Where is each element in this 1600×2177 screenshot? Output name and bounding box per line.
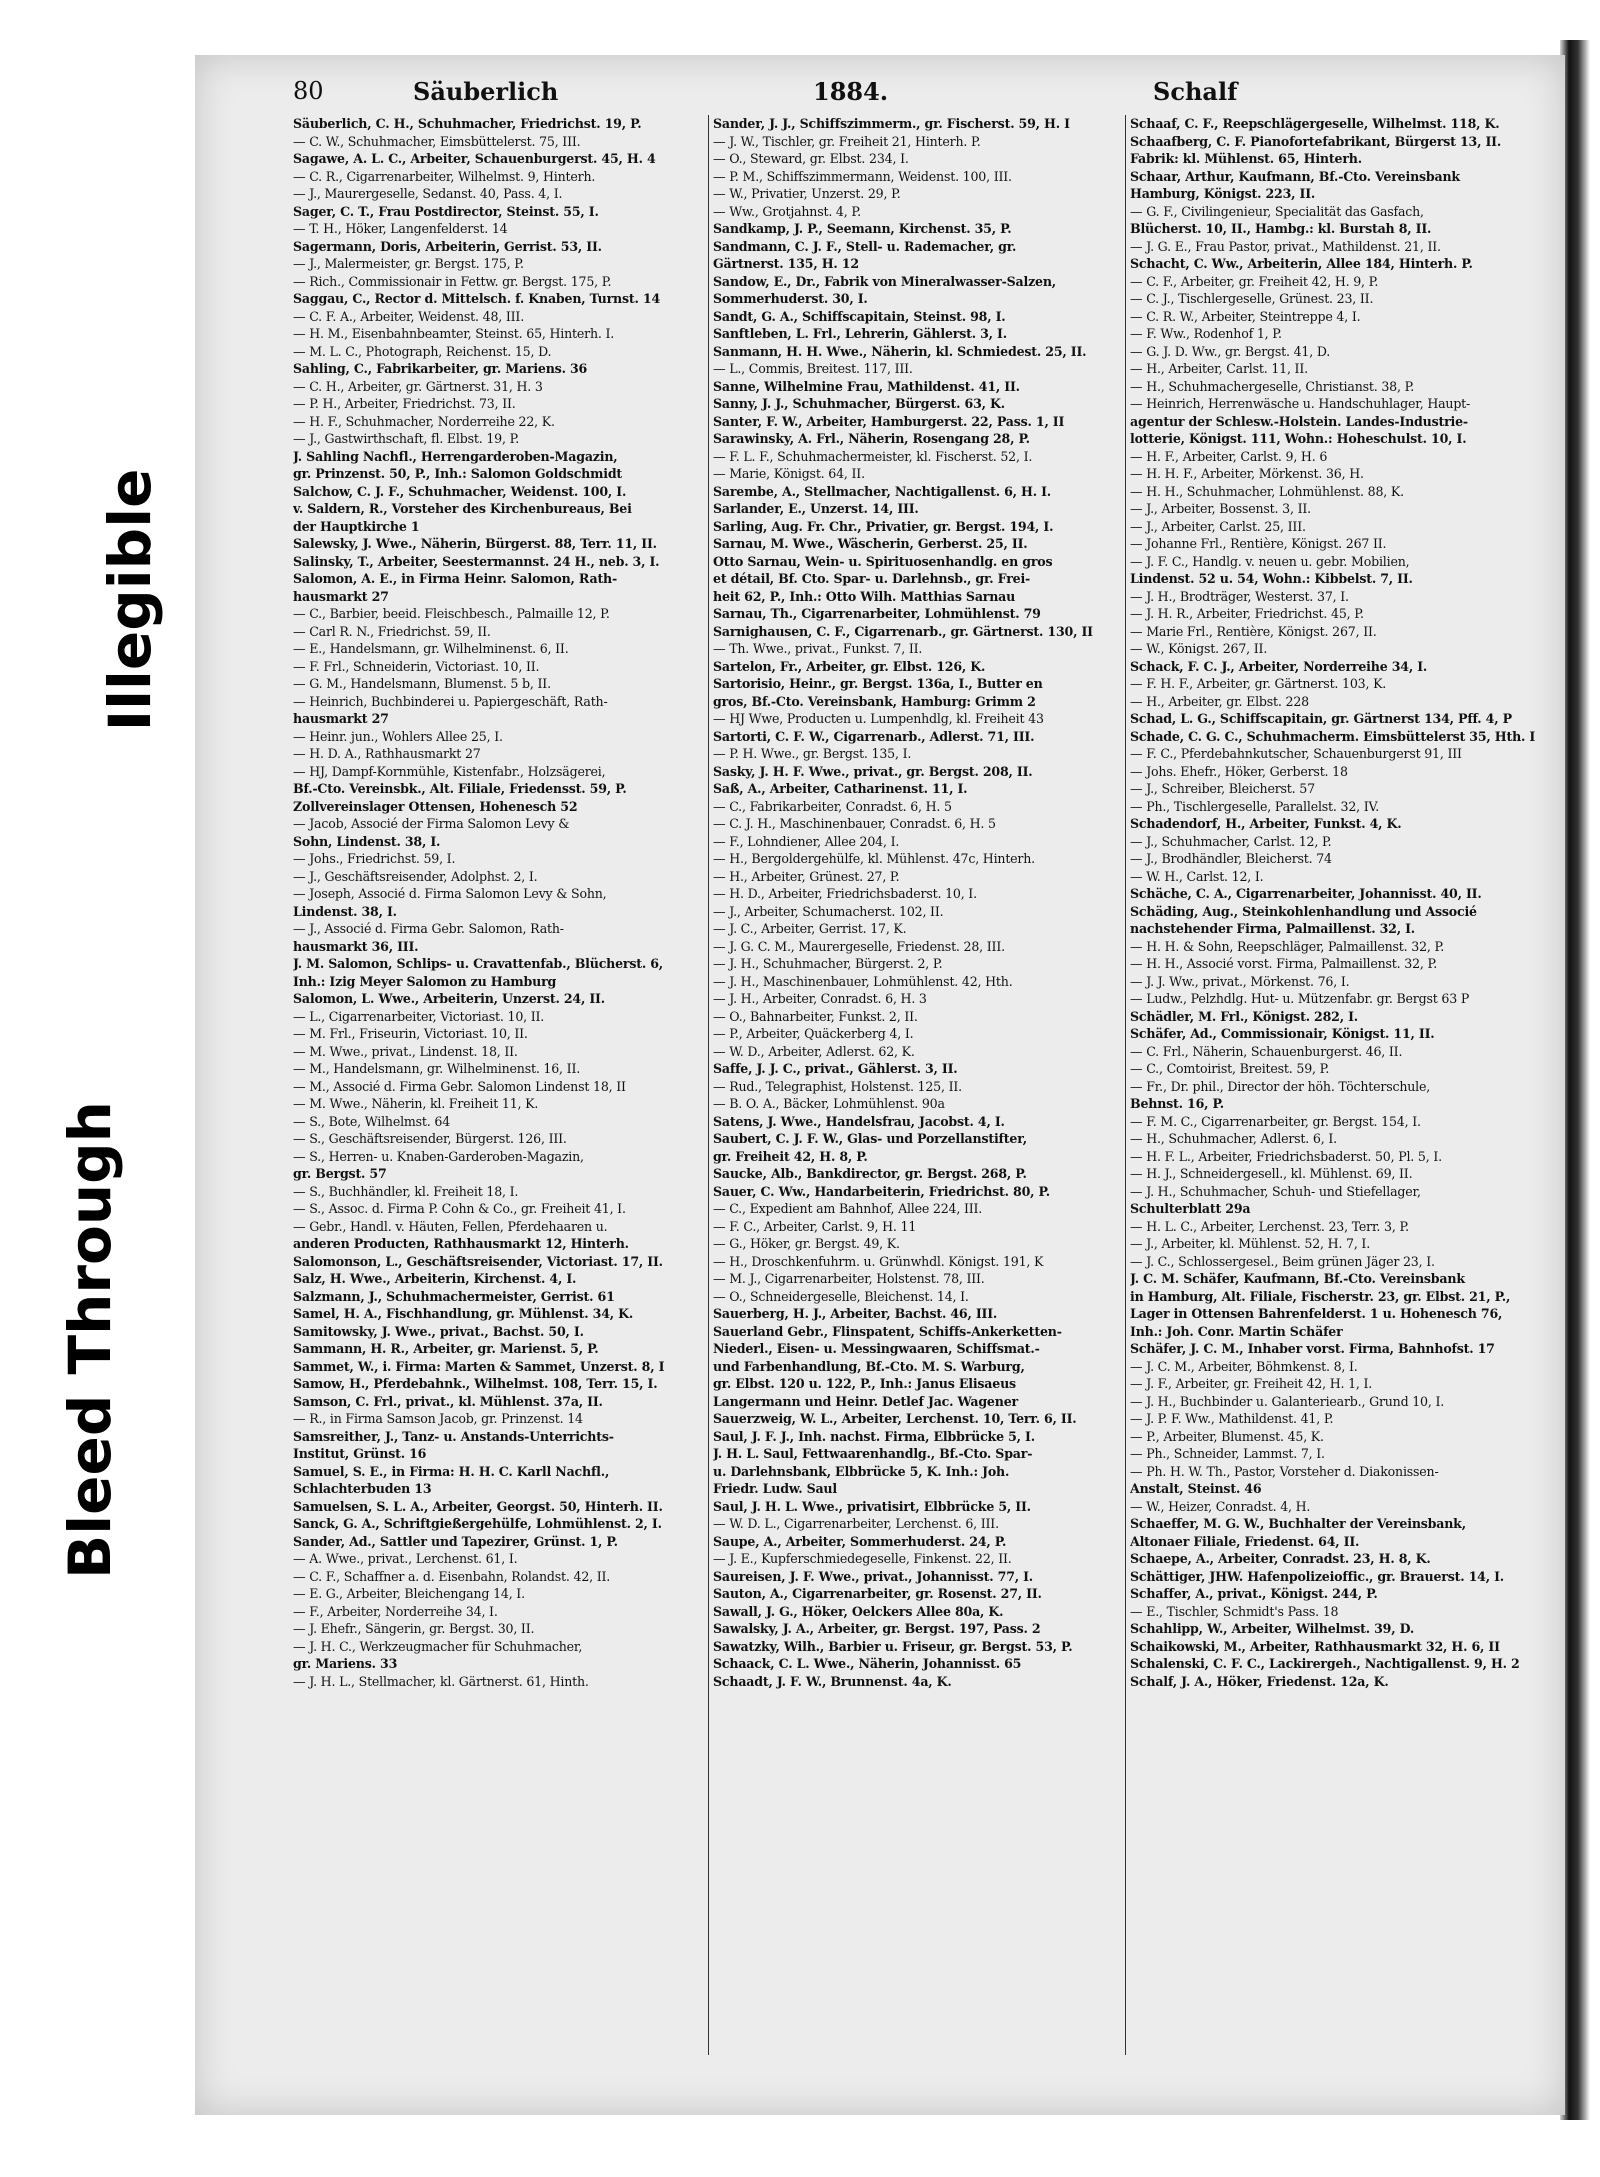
directory-entry: — L., Cigarrenarbeiter, Victoriast. 10, II.	[293, 1008, 545, 1024]
directory-entry: — Carl R. N., Friedrichst. 59, II.	[293, 623, 491, 639]
directory-entry: — H. D., Arbeiter, Friedrichsbaderst. 10, I.	[713, 886, 977, 901]
directory-entry: — L., Commis, Breitest. 117, III.	[713, 361, 913, 376]
directory-entry: Sawatzky, Wilh., Barbier u. Friseur, gr. Bergst. 53, P.	[713, 1638, 1073, 1654]
directory-entry: — E. G., Arbeiter, Bleichengang 14, I.	[293, 1586, 525, 1601]
directory-entry: — J., Maurergeselle, Sedanst. 40, Pass. 4, I.	[293, 186, 563, 201]
directory-entry: Gärtnerst. 135, H. 12	[713, 256, 859, 271]
directory-entry: Salomonson, L., Geschäftsreisender, Victoriast. 17, II.	[293, 1253, 663, 1269]
directory-entry: Altonaer Filiale, Friedenst. 64, II.	[1130, 1533, 1360, 1549]
directory-entry: — C. F., Schaffner a. d. Eisenbahn, Rolandst. 42, II.	[293, 1568, 611, 1584]
directory-entry: — C., Expedient am Bahnhof, Allee 224, III.	[713, 1201, 983, 1216]
directory-entry: Schaaf, C. F., Reepschlägergeselle, Wilhelmst. 118, K.	[1130, 116, 1500, 131]
directory-entry: Inh.: Joh. Conr. Martin Schäfer	[1130, 1323, 1343, 1339]
directory-entry: Schadendorf, H., Arbeiter, Funkst. 4, K.	[1130, 816, 1402, 831]
directory-entry: Schaeffer, M. G. W., Buchhalter der Vereinsbank,	[1130, 1516, 1466, 1531]
directory-entry: — F. C., Pferdebahnkutscher, Schauenburgerst 91, III	[1130, 746, 1462, 761]
directory-entry: Sauerzweig, W. L., Arbeiter, Lerchenst. 10, Terr. 6, II.	[713, 1411, 1077, 1426]
directory-entry: Samow, H., Pferdebahnk., Wilhelmst. 108, Terr. 15, I.	[293, 1376, 658, 1391]
illegible-label: Illegible	[96, 468, 164, 732]
directory-entry: — M. J., Cigarrenarbeiter, Holstenst. 78, III.	[713, 1271, 985, 1286]
directory-entry: — J., Schreiber, Bleicherst. 57	[1130, 781, 1315, 796]
directory-entry: Saggau, C., Rector d. Mittelsch. f. Knaben, Turnst. 14	[293, 291, 661, 306]
directory-entry: — J. H., Brodträger, Westerst. 37, I.	[1130, 588, 1349, 604]
column-2	[708, 115, 1123, 2055]
directory-entry: — H., Schuhmachergeselle, Christianst. 38, P.	[1130, 378, 1415, 394]
directory-entry: — Johanne Frl., Rentière, Königst. 267 II.	[1130, 536, 1387, 551]
directory-entry: — M. Wwe., privat., Lindenst. 18, II.	[293, 1043, 518, 1059]
directory-entry: — Ph., Tischlergeselle, Parallelst. 32, IV.	[1130, 798, 1380, 814]
directory-entry: in Hamburg, Alt. Filiale, Fischerstr. 23, gr. Elbst. 21, P.,	[1130, 1288, 1511, 1304]
directory-entry: Sandow, E., Dr., Fabrik von Mineralwasser-Salzen,	[713, 273, 1056, 289]
directory-entry: — F. M. C., Cigarrenarbeiter, gr. Bergst. 154, I.	[1130, 1113, 1421, 1129]
directory-entry: Schad, L. G., Schiffscapitain, gr. Gärtnerst 134, Pff. 4, P	[1130, 711, 1512, 726]
directory-entry: — J. P. F. Ww., Mathildenst. 41, P.	[1130, 1411, 1334, 1426]
directory-entry: — F., Arbeiter, Norderreihe 34, I.	[293, 1603, 498, 1619]
directory-entry: — H. H., Associé vorst. Firma, Palmaillenst. 32, P.	[1130, 956, 1438, 971]
directory-entry: — Gebr., Handl. v. Häuten, Fellen, Pferdehaaren u.	[293, 1218, 608, 1234]
head-right-word: Schalf	[1153, 77, 1238, 106]
directory-entry: — J., Brodhändler, Bleicherst. 74	[1130, 851, 1332, 866]
directory-entry: Sawalsky, J. A., Arbeiter, gr. Bergst. 197, Pass. 2	[713, 1621, 1041, 1636]
directory-entry: Niederl., Eisen- u. Messingwaaren, Schiffsmat.-	[713, 1341, 1040, 1356]
directory-entry: agentur der Schlesw.-Holstein. Landes-Industrie-	[1130, 413, 1468, 429]
directory-entry: Sarawinsky, A. Frl., Näherin, Rosengang 28, P.	[713, 431, 1030, 446]
directory-entry: Saureisen, J. F. Wwe., privat., Johannisst. 77, I.	[713, 1568, 1033, 1584]
directory-entry: Sauer, C. Ww., Handarbeiterin, Friedrichst. 80, P.	[713, 1183, 1050, 1199]
directory-entry: — Heinr. jun., Wohlers Allee 25, I.	[293, 728, 503, 744]
directory-entry: — J. C. M., Arbeiter, Böhmkenst. 8, I.	[1130, 1358, 1358, 1374]
directory-entry: — C. W., Schuhmacher, Eimsbüttelerst. 75, III.	[293, 133, 581, 149]
directory-entry: J. H. L. Saul, Fettwaarenhandlg., Bf.-Cto. Spar-	[713, 1446, 1033, 1461]
directory-entry: — J., Gastwirthschaft, fl. Elbst. 19, P.	[293, 431, 520, 446]
directory-entry: — W., Königst. 267, II.	[1130, 641, 1268, 656]
directory-entry: Otto Sarnau, Wein- u. Spirituosenhandlg. en gros	[713, 553, 1053, 569]
directory-entry: Sander, J. J., Schiffszimmerm., gr. Fischerst. 59, H. I	[713, 116, 1070, 131]
directory-entry: Schaikowski, M., Arbeiter, Rathhausmarkt 32, H. 6, II	[1130, 1638, 1500, 1654]
directory-entry: Salchow, C. J. F., Schuhmacher, Weidenst. 100, I.	[293, 483, 627, 499]
directory-entry: — H. L. C., Arbeiter, Lerchenst. 23, Terr. 3, P.	[1130, 1218, 1409, 1234]
directory-entry: Samitowsky, J. Wwe., privat., Bachst. 50, I.	[293, 1323, 584, 1339]
directory-entry: Behnst. 16, P.	[1130, 1096, 1224, 1111]
directory-entry: — J. H. L., Stellmacher, kl. Gärtnerst. 61, Hinth.	[293, 1673, 589, 1689]
directory-entry: — Ph., Schneider, Lammst. 7, I.	[1130, 1446, 1325, 1461]
directory-entry: und Farbenhandlung, Bf.-Cto. M. S. Warburg,	[713, 1358, 1025, 1374]
directory-entry: — H. F., Arbeiter, Carlst. 9, H. 6	[1130, 448, 1328, 464]
directory-entry: — F. Ww., Rodenhof 1, P.	[1130, 326, 1282, 341]
directory-entry: Institut, Grünst. 16	[293, 1446, 427, 1461]
directory-entry: — W. D. L., Cigarrenarbeiter, Lerchenst. 6, III.	[713, 1516, 999, 1531]
directory-entry: — C., Barbier, beeid. Fleischbesch., Palmaille 12, P.	[293, 606, 610, 621]
directory-entry: Fabrik: kl. Mühlenst. 65, Hinterh.	[1130, 151, 1362, 166]
directory-entry: Schalf, J. A., Höker, Friedenst. 12a, K.	[1130, 1673, 1389, 1689]
directory-entry: — P. M., Schiffszimmermann, Weidenst. 100, III.	[713, 168, 1012, 184]
directory-entry: — Marie, Königst. 64, II.	[713, 466, 865, 481]
directory-entry: J. C. M. Schäfer, Kaufmann, Bf.-Cto. Vereinsbank	[1130, 1271, 1465, 1286]
directory-entry: — J., Malermeister, gr. Bergst. 175, P.	[293, 256, 524, 271]
directory-entry: Schaafberg, C. F. Pianofortefabrikant, Bürgerst 13, II.	[1130, 133, 1502, 149]
directory-entry: Sandmann, C. J. F., Stell- u. Rademacher, gr.	[713, 238, 1017, 254]
directory-entry: Langermann und Heinr. Detlef Jac. Wagener	[713, 1393, 1018, 1409]
directory-entry: — S., Buchhändler, kl. Freiheit 18, I.	[293, 1183, 519, 1199]
directory-entry: — J., Associé d. Firma Gebr. Salomon, Rath-	[293, 921, 564, 936]
directory-entry: — J. C., Schlossergesel., Beim grünen Jäger 23, I.	[1130, 1253, 1435, 1269]
directory-entry: Zollvereinslager Ottensen, Hohenesch 52	[293, 798, 578, 814]
directory-entry: — A. Wwe., privat., Lerchenst. 61, I.	[293, 1551, 518, 1566]
directory-entry: — Johs. Ehefr., Höker, Gerberst. 18	[1130, 763, 1348, 779]
directory-entry: — C. R. W., Arbeiter, Steintreppe 4, I.	[1130, 308, 1361, 324]
directory-entry: gros, Bf.-Cto. Vereinsbank, Hamburg: Grimm 2	[713, 693, 1036, 709]
directory-entry: — S., Bote, Wilhelmst. 64	[293, 1113, 451, 1129]
directory-entry: — H. H. & Sohn, Reepschläger, Palmaillenst. 32, P.	[1130, 938, 1445, 954]
directory-entry: Schäfer, J. C. M., Inhaber vorst. Firma, Bahnhofst. 17	[1130, 1341, 1495, 1356]
directory-entry: Schacht, C. Ww., Arbeiterin, Allee 184, Hinterh. P.	[1130, 256, 1473, 271]
directory-entry: — Fr., Dr. phil., Director der höh. Töchterschule,	[1130, 1078, 1431, 1094]
directory-entry: Blücherst. 10, II., Hambg.: kl. Burstah 8, II.	[1130, 221, 1432, 236]
directory-entry: — F., Lohndiener, Allee 204, I.	[713, 833, 900, 849]
directory-entry: Sanftleben, L. Frl., Lehrerin, Gählerst. 3, I.	[713, 326, 1007, 341]
column-1	[293, 115, 703, 2055]
directory-entry: Schack, F. C. J., Arbeiter, Norderreihe 34, I.	[1130, 658, 1428, 674]
directory-entry: Schahlipp, W., Arbeiter, Wilhelmst. 39, D.	[1130, 1621, 1415, 1636]
directory-entry: Sanne, Wilhelmine Frau, Mathildenst. 41, II.	[713, 378, 1020, 394]
directory-entry: gr. Elbst. 120 u. 122, P., Inh.: Janus Elisaeus	[713, 1376, 1016, 1391]
directory-entry: — H. H. F., Arbeiter, Mörkenst. 36, H.	[1130, 466, 1364, 481]
directory-entry: Schättiger, JHW. Hafenpolizeioffic., gr. Brauerst. 14, I.	[1130, 1568, 1504, 1584]
directory-entry: — J. E., Kupferschmiedegeselle, Finkenst. 22, II.	[713, 1551, 1012, 1566]
directory-entry: Satens, J. Wwe., Handelsfrau, Jacobst. 4, I.	[713, 1113, 1005, 1129]
directory-entry: — Rud., Telegraphist, Holstenst. 125, II.	[713, 1078, 962, 1094]
directory-entry: Sandkamp, J. P., Seemann, Kirchenst. 35, P.	[713, 221, 1012, 236]
directory-entry: — E., Handelsmann, gr. Wilhelminenst. 6, II.	[293, 641, 569, 656]
directory-entry: J. M. Salomon, Schlips- u. Cravattenfab., Blücherst. 6,	[293, 956, 663, 971]
directory-entry: — G. M., Handelsmann, Blumenst. 5 b, II.	[293, 676, 551, 691]
directory-entry: — Rich., Commissionair in Fettw. gr. Bergst. 175, P.	[293, 273, 612, 289]
directory-entry: Sommerhuderst. 30, I.	[713, 291, 868, 306]
directory-entry: Sager, C. T., Frau Postdirector, Steinst. 55, I.	[293, 203, 599, 219]
directory-entry: — H. M., Eisenbahnbeamter, Steinst. 65, Hinterh. I.	[293, 326, 615, 341]
directory-entry: der Hauptkirche 1	[293, 518, 420, 534]
directory-entry: — C. Frl., Näherin, Schauenburgerst. 46, II.	[1130, 1043, 1403, 1059]
directory-entry: — J. H., Maschinenbauer, Lohmühlenst. 42, Hth.	[713, 973, 1013, 989]
directory-entry: Sartorisio, Heinr., gr. Bergst. 136a, I., Butter en	[713, 676, 1043, 691]
running-head	[293, 77, 1339, 113]
column-3	[1125, 115, 1540, 2055]
directory-entry: Sarnau, M. Wwe., Wäscherin, Gerberst. 25, II.	[713, 536, 1028, 551]
directory-entry: Sander, Ad., Sattler und Tapezirer, Grünst. 1, P.	[293, 1533, 618, 1549]
directory-entry: Santer, F. W., Arbeiter, Hamburgerst. 22, Pass. 1, II	[713, 413, 1065, 429]
directory-entry: — O., Schneidergeselle, Bleichenst. 14, I.	[713, 1288, 969, 1304]
directory-entry: Schäche, C. A., Cigarrenarbeiter, Johannisst. 40, II.	[1130, 886, 1482, 901]
directory-entry: — G. J. D. Ww., gr. Bergst. 41, D.	[1130, 343, 1331, 359]
directory-entry: — C. H., Arbeiter, gr. Gärtnerst. 31, H. 3	[293, 378, 543, 394]
head-left-word: Säuberlich	[413, 77, 559, 106]
directory-entry: Sammann, H. R., Arbeiter, gr. Marienst. 5, P.	[293, 1341, 599, 1356]
directory-entry: — J., Arbeiter, kl. Mühlenst. 52, H. 7, I.	[1130, 1236, 1371, 1251]
directory-entry: Sandt, G. A., Schiffscapitain, Steinst. 98, I.	[713, 308, 1006, 324]
directory-entry: — J. G. E., Frau Pastor, privat., Mathildenst. 21, II.	[1130, 238, 1441, 254]
directory-entry: — W., Heizer, Conradst. 4, H.	[1130, 1498, 1311, 1514]
directory-entry: — J. H. R., Arbeiter, Friedrichst. 45, P.	[1130, 606, 1364, 621]
directory-entry: Schaar, Arthur, Kaufmann, Bf.-Cto. Vereinsbank	[1130, 168, 1460, 184]
directory-entry: Schulterblatt 29a	[1130, 1201, 1251, 1216]
directory-entry: Salomon, L. Wwe., Arbeiterin, Unzerst. 24, II.	[293, 991, 605, 1006]
directory-entry: — J., Schuhmacher, Carlst. 12, P.	[1130, 833, 1332, 849]
directory-entry: — H., Arbeiter, Grünest. 27, P.	[713, 868, 900, 884]
directory-entry: Schlachterbuden 13	[293, 1481, 432, 1496]
directory-entry: — M. L. C., Photograph, Reichenst. 15, D.	[293, 343, 552, 359]
directory-entry: Saß, A., Arbeiter, Catharinenst. 11, I.	[713, 781, 968, 796]
directory-entry: — H., Arbeiter, gr. Elbst. 228	[1130, 693, 1309, 709]
directory-entry: — Joseph, Associé d. Firma Salomon Levy & Sohn,	[293, 886, 607, 901]
directory-entry: Hamburg, Königst. 223, II.	[1130, 186, 1316, 201]
directory-entry: nachstehender Firma, Palmaillenst. 32, I.	[1130, 921, 1415, 936]
directory-entry: — H. F., Schuhmacher, Norderreihe 22, K.	[293, 413, 555, 429]
directory-entry: — G. F., Civilingenieur, Specialität das Gasfach,	[1130, 203, 1424, 219]
directory-entry: Sarlander, E., Unzerst. 14, III.	[713, 501, 919, 516]
directory-entry: — HJ Wwe, Producten u. Lumpenhdlg, kl. Freiheit 43	[713, 711, 1044, 726]
directory-entry: — H. H., Schuhmacher, Lohmühlenst. 88, K.	[1130, 483, 1404, 499]
directory-entry: Salinsky, T., Arbeiter, Seestermannst. 24 H., neb. 3, I.	[293, 553, 660, 569]
directory-entry: Lager in Ottensen Bahrenfelderst. 1 u. Hohenesch 76,	[1130, 1306, 1503, 1321]
directory-entry: Saffe, J. J. C., privat., Gählerst. 3, II.	[713, 1061, 958, 1076]
directory-entry: Saul, J. F. J., Inh. nachst. Firma, Elbbrücke 5, I.	[713, 1428, 1035, 1444]
directory-entry: — P. H., Arbeiter, Friedrichst. 73, II.	[293, 396, 516, 411]
directory-entry: — J. Ehefr., Sängerin, gr. Bergst. 30, II.	[293, 1621, 535, 1636]
directory-entry: — E., Tischler, Schmidt's Pass. 18	[1130, 1603, 1339, 1619]
directory-entry: — Ph. H. W. Th., Pastor, Vorsteher d. Diakonissen-	[1130, 1463, 1439, 1479]
directory-entry: heit 62, P., Inh.: Otto Wilh. Matthias Sarnau	[713, 588, 1016, 604]
directory-entry: — HJ, Dampf-Kornmühle, Kistenfabr., Holzsägerei,	[293, 763, 606, 779]
directory-entry: hausmarkt 36, III.	[293, 938, 419, 954]
directory-entry: Sammet, W., i. Firma: Marten & Sammet, Unzerst. 8, I	[293, 1358, 665, 1374]
directory-entry: — J., Arbeiter, Bossenst. 3, II.	[1130, 501, 1311, 516]
directory-entry: Salewsky, J. Wwe., Näherin, Bürgerst. 88, Terr. 11, II.	[293, 536, 657, 551]
directory-entry: Sanmann, H. H. Wwe., Näherin, kl. Schmiedest. 25, II.	[713, 343, 1087, 359]
directory-entry: Samson, C. Frl., privat., kl. Mühlenst. 37a, II.	[293, 1393, 603, 1409]
directory-entry: gr. Prinzenst. 50, P., Inh.: Salomon Goldschmidt	[293, 466, 623, 481]
directory-entry: Samsreither, J., Tanz- u. Anstands-Unterrichts-	[293, 1428, 614, 1444]
directory-entry: — P., Arbeiter, Blumenst. 45, K.	[1130, 1428, 1324, 1444]
directory-entry: — Heinrich, Buchbinderei u. Papiergeschäft, Rath-	[293, 693, 608, 709]
directory-entry: Sarnau, Th., Cigarrenarbeiter, Lohmühlenst. 79	[713, 606, 1041, 621]
directory-entry: Sohn, Lindenst. 38, I.	[293, 833, 441, 849]
directory-entry: Sanck, G. A., Schriftgießergehülfe, Lohmühlenst. 2, I.	[293, 1516, 662, 1531]
directory-entry: — Johs., Friedrichst. 59, I.	[293, 851, 456, 866]
directory-entry: Sanny, J. J., Schuhmacher, Bürgerst. 63, K.	[713, 396, 1005, 411]
directory-entry: Schaepe, A., Arbeiter, Conradst. 23, H. 8, K.	[1130, 1551, 1431, 1566]
directory-entry: gr. Bergst. 57	[293, 1166, 387, 1181]
directory-entry: — J. F. C., Handlg. v. neuen u. gebr. Mobilien,	[1130, 553, 1410, 569]
directory-entry: — J. H., Buchbinder u. Galanteriearb., Grund 10, I.	[1130, 1393, 1445, 1409]
directory-entry: — J. H. C., Werkzeugmacher für Schuhmacher,	[293, 1638, 583, 1654]
directory-entry: Saul, J. H. L. Wwe., privatisirt, Elbbrücke 5, II.	[713, 1498, 1031, 1514]
directory-entry: u. Darlehnsbank, Elbbrücke 5, K. Inh.: Joh.	[713, 1463, 1010, 1479]
directory-entry: — F. H. F., Arbeiter, gr. Gärtnerst. 103, K.	[1130, 676, 1387, 691]
directory-entry: Samel, H. A., Fischhandlung, gr. Mühlenst. 34, K.	[293, 1306, 634, 1321]
directory-entry: — H. J., Schneidergesell., kl. Mühlenst. 69, II.	[1130, 1166, 1413, 1181]
directory-entry: Schädler, M. Frl., Königst. 282, I.	[1130, 1008, 1358, 1024]
directory-entry: hausmarkt 27	[293, 588, 389, 604]
directory-entry: Bf.-Cto. Vereinsbk., Alt. Filiale, Friedensst. 59, P.	[293, 781, 627, 796]
directory-entry: — Th. Wwe., privat., Funkst. 7, II.	[713, 641, 923, 656]
directory-entry: — H., Droschkenfuhrm. u. Grünwhdl. Königst. 191, K	[713, 1253, 1044, 1269]
directory-entry: — M., Associé d. Firma Gebr. Salomon Lindenst 18, II	[293, 1078, 626, 1094]
directory-entry: Samuelsen, S. L. A., Arbeiter, Georgst. 50, Hinterh. II.	[293, 1498, 663, 1514]
directory-entry: — Ludw., Pelzhdlg. Hut- u. Mützenfabr. gr. Bergst 63 P	[1130, 991, 1470, 1006]
directory-entry: et détail, Bf. Cto. Spar- u. Darlehnsb., gr. Frei-	[713, 571, 1031, 586]
directory-entry: Säuberlich, C. H., Schuhmacher, Friedrichst. 19, P.	[293, 116, 642, 131]
directory-entry: — B. O. A., Bäcker, Lohmühlenst. 90a	[713, 1096, 945, 1111]
directory-entry: J. Sahling Nachfl., Herrengarderoben-Magazin,	[293, 448, 618, 464]
directory-entry: gr. Mariens. 33	[293, 1656, 398, 1671]
directory-entry: — H. F. L., Arbeiter, Friedrichsbaderst. 50, Pl. 5, I.	[1130, 1148, 1442, 1164]
directory-entry: Sauerland Gebr., Flinspatent, Schiffs-Ankerketten-	[713, 1323, 1062, 1339]
directory-entry: — S., Herren- u. Knaben-Garderoben-Magazin,	[293, 1148, 584, 1164]
directory-entry: — J. J. Ww., privat., Mörkenst. 76, I.	[1130, 973, 1350, 989]
directory-entry: — H., Bergoldergehülfe, kl. Mühlenst. 47c, Hinterh.	[713, 851, 1035, 866]
directory-entry: Lindenst. 38, I.	[293, 903, 397, 919]
directory-entry: Saucke, Alb., Bankdirector, gr. Bergst. 268, P.	[713, 1166, 1027, 1181]
directory-entry: Schaffer, A., privat., Königst. 244, P.	[1130, 1586, 1378, 1601]
directory-entry: — J., Arbeiter, Carlst. 25, III.	[1130, 518, 1306, 534]
directory-entry: — M., Handelsmann, gr. Wilhelminenst. 16, II.	[293, 1061, 581, 1076]
directory-entry: — J. H., Arbeiter, Conradst. 6, H. 3	[713, 991, 927, 1006]
directory-entry: anderen Producten, Rathhausmarkt 12, Hinterh.	[293, 1236, 629, 1251]
directory-entry: — F. Frl., Schneiderin, Victoriast. 10, II.	[293, 658, 540, 674]
head-year: 1884.	[813, 77, 889, 106]
directory-entry: Salz, H. Wwe., Arbeiterin, Kirchenst. 4, I.	[293, 1271, 577, 1286]
directory-entry: Lindenst. 52 u. 54, Wohn.: Kibbelst. 7, II.	[1130, 571, 1413, 586]
directory-entry: Schalenski, C. F. C., Lackirergeh., Nachtigallenst. 9, H. 2	[1130, 1656, 1520, 1671]
directory-entry: — P., Arbeiter, Quäckerberg 4, I.	[713, 1026, 914, 1041]
directory-entry: — J. H., Schuhmacher, Bürgerst. 2, P.	[713, 956, 943, 971]
directory-entry: — C., Comtoirist, Breitest. 59, P.	[1130, 1061, 1330, 1076]
directory-entry: Sarembe, A., Stellmacher, Nachtigallenst. 6, H. I.	[713, 483, 1051, 499]
directory-entry: — O., Bahnarbeiter, Funkst. 2, II.	[713, 1008, 918, 1024]
directory-entry: — M. Frl., Friseurin, Victoriast. 10, II.	[293, 1026, 528, 1041]
directory-entry: Schade, C. G. C., Schuhmacherm. Eimsbüttelerst 35, Hth. I	[1130, 728, 1536, 744]
directory-page	[195, 55, 1565, 2115]
directory-entry: v. Saldern, R., Vorsteher des Kirchenbureaus, Bei	[293, 501, 632, 516]
directory-entry: Sawall, J. G., Höker, Oelckers Allee 80a, K.	[713, 1603, 1004, 1619]
directory-entry: Sarling, Aug. Fr. Chr., Privatier, gr. Bergst. 194, I.	[713, 518, 1054, 534]
directory-entry: — S., Assoc. d. Firma P. Cohn & Co., gr. Freiheit 41, I.	[293, 1201, 626, 1216]
directory-entry: Anstalt, Steinst. 46	[1130, 1481, 1262, 1496]
left-margin	[0, 0, 195, 2177]
directory-entry: — J., Arbeiter, Schumacherst. 102, II.	[713, 903, 944, 919]
directory-entry: — H., Schuhmacher, Adlerst. 6, I.	[1130, 1131, 1337, 1146]
directory-entry: Salomon, A. E., in Firma Heinr. Salomon, Rath-	[293, 571, 618, 586]
directory-entry: Sagermann, Doris, Arbeiterin, Gerrist. 53, II.	[293, 238, 602, 254]
directory-entry: — C., Fabrikarbeiter, Conradst. 6, H. 5	[713, 798, 952, 814]
directory-entry: — C. F. A., Arbeiter, Weidenst. 48, III.	[293, 308, 525, 324]
directory-entry: — C. J. H., Maschinenbauer, Conradst. 6, H. 5	[713, 816, 996, 831]
directory-entry: — H., Arbeiter, Carlst. 11, II.	[1130, 361, 1308, 376]
directory-entry: Schäfer, Ad., Commissionair, Königst. 11, II.	[1130, 1026, 1435, 1041]
directory-entry: — Heinrich, Herrenwäsche u. Handschuhlager, Haupt-	[1130, 396, 1471, 411]
directory-entry: gr. Freiheit 42, H. 8, P.	[713, 1148, 868, 1164]
directory-entry: Salzmann, J., Schuhmachermeister, Gerrist. 61	[293, 1288, 615, 1304]
directory-entry: Sahling, C., Fabrikarbeiter, gr. Mariens. 36	[293, 361, 588, 376]
directory-entry: — W. D., Arbeiter, Adlerst. 62, K.	[713, 1043, 915, 1059]
directory-entry: — J. C., Arbeiter, Gerrist. 17, K.	[713, 921, 907, 936]
directory-entry: Sartorti, C. F. W., Cigarrenarb., Adlerst. 71, III.	[713, 728, 1035, 744]
directory-entry: — S., Geschäftsreisender, Bürgerst. 126, III.	[293, 1131, 567, 1146]
directory-entry: Inh.: Izig Meyer Salomon zu Hamburg	[293, 973, 557, 989]
directory-entry: — M. Wwe., Näherin, kl. Freiheit 11, K.	[293, 1096, 539, 1111]
directory-entry: Sagawe, A. L. C., Arbeiter, Schauenburgerst. 45, H. 4	[293, 151, 656, 166]
directory-entry: Friedr. Ludw. Saul	[713, 1481, 837, 1496]
directory-entry: Sauerberg, H. J., Arbeiter, Bachst. 46, III.	[713, 1306, 998, 1321]
directory-entry: Schaadt, J. F. W., Brunnenst. 4a, K.	[713, 1673, 952, 1689]
page-number: 80	[293, 77, 324, 105]
directory-entry: lotterie, Königst. 111, Wohn.: Hoheschulst. 10, I.	[1130, 431, 1467, 446]
directory-entry: — J. G. C. M., Maurergeselle, Friedenst. 28, III.	[713, 938, 1005, 954]
directory-entry: Schäding, Aug., Steinkohlenhandlung und Associé	[1130, 903, 1477, 919]
directory-entry: Sasky, J. H. F. Wwe., privat., gr. Bergst. 208, II.	[713, 763, 1033, 779]
directory-entry: — F. L. F., Schuhmachermeister, kl. Fischerst. 52, I.	[713, 448, 1033, 464]
directory-entry: — J. W., Tischler, gr. Freiheit 21, Hinterh. P.	[713, 133, 981, 149]
directory-entry: — W. H., Carlst. 12, I.	[1130, 868, 1264, 884]
directory-entry: Schaack, C. L. Wwe., Näherin, Johannisst. 65	[713, 1656, 1022, 1671]
directory-entry: Sartelon, Fr., Arbeiter, gr. Elbst. 126, K.	[713, 658, 986, 674]
directory-entry: — Jacob, Associé der Firma Salomon Levy &	[293, 816, 570, 831]
directory-entry: — Ww., Grotjahnst. 4, P.	[713, 203, 861, 219]
directory-entry: — J. F., Arbeiter, gr. Freiheit 42, H. 1, I.	[1130, 1376, 1373, 1391]
directory-entry: — C. J., Tischlergeselle, Grünest. 23, II.	[1130, 291, 1374, 306]
directory-entry: — C. F., Arbeiter, gr. Freiheit 42, H. 9, P.	[1130, 273, 1379, 289]
directory-entry: — P. H. Wwe., gr. Bergst. 135, I.	[713, 746, 912, 761]
directory-entry: Saubert, C. J. F. W., Glas- und Porzellanstifter,	[713, 1131, 1027, 1146]
directory-entry: — Marie Frl., Rentière, Königst. 267, II.	[1130, 623, 1377, 639]
directory-entry: Sauton, A., Cigarrenarbeiter, gr. Rosenst. 27, II.	[713, 1586, 1042, 1601]
directory-entry: — W., Privatier, Unzerst. 29, P.	[713, 186, 901, 201]
directory-entry: — G., Höker, gr. Bergst. 49, K.	[713, 1236, 900, 1251]
directory-entry: hausmarkt 27	[293, 711, 389, 726]
directory-entry: Saupe, A., Arbeiter, Sommerhuderst. 24, P.	[713, 1533, 1007, 1549]
directory-entry: Sarnighausen, C. F., Cigarrenarb., gr. Gärtnerst. 130, II	[713, 623, 1093, 639]
directory-entry: — J., Geschäftsreisender, Adolphst. 2, I.	[293, 868, 538, 884]
directory-entry: — T. H., Höker, Langenfelderst. 14	[293, 221, 508, 236]
directory-entry: — R., in Firma Samson Jacob, gr. Prinzenst. 14	[293, 1411, 583, 1426]
directory-entry: — F. C., Arbeiter, Carlst. 9, H. 11	[713, 1218, 917, 1234]
directory-entry: — C. R., Cigarrenarbeiter, Wilhelmst. 9, Hinterh.	[293, 168, 596, 184]
directory-entry: — H. D. A., Rathhausmarkt 27	[293, 746, 481, 761]
directory-entry: — J. H., Schuhmacher, Schuh- und Stiefellager,	[1130, 1183, 1421, 1199]
directory-entry: Samuel, S. E., in Firma: H. H. C. Karll Nachfl.,	[293, 1463, 610, 1479]
bleed-through-label: Bleed Through	[56, 1101, 124, 1579]
directory-entry: — O., Steward, gr. Elbst. 234, I.	[713, 151, 909, 166]
